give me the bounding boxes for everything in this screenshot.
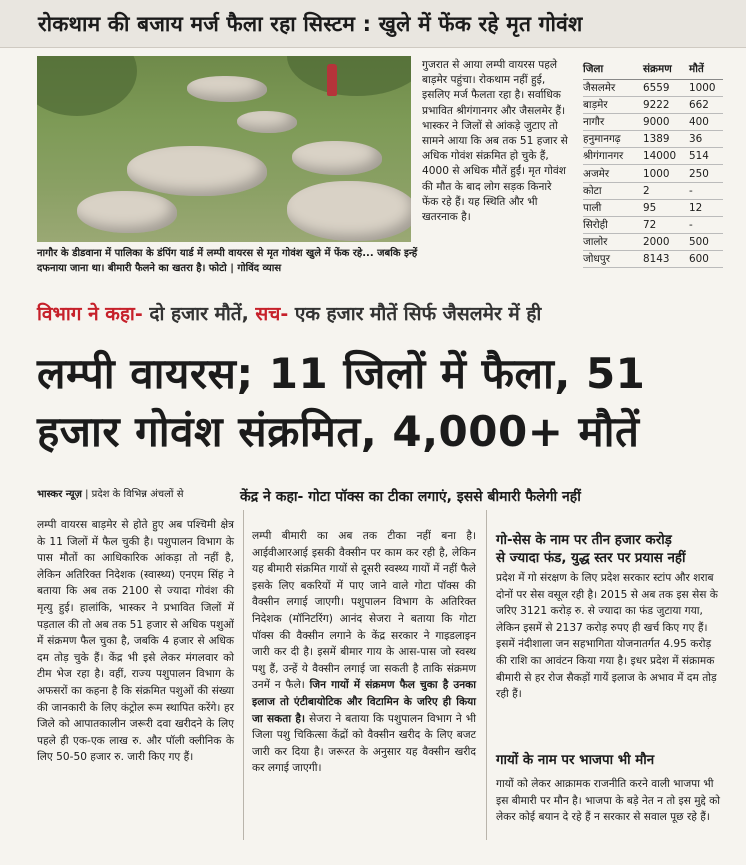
table-cell: अजमेर (583, 167, 610, 180)
table-row (583, 234, 723, 251)
table-cell: 514 (689, 150, 709, 163)
byline-source: भास्कर न्यूज़ (37, 489, 82, 500)
article-text: सेजरा ने बताया कि पशुपालन विभाग ने भी जिला पशु चिकित्सा केंद्रों को वैक्सीन खरीद के लिए बजट जारी कर दिया है। जरूरत के अनुसार यह वैक्सीन खरीद कर लगाई जाएगी। (252, 712, 476, 775)
table-cell: पाली (583, 201, 602, 214)
side-story: गुजरात से आया लम्पी वायरस पहले बाड़मेर पहुंचा। रोकथाम नहीं हुई, इसलिए मर्ज फैलता रहा है। सर्वाधिक प्रभावित श्रीगंगानगर और जैसलमेर हैं। भास्कर ने जिलों से आंकड़े जुटाए तो सामने आया कि अब तक 51 हजार से अधिक गोवंश संक्रमित हो चुके हैं, 4000 से अधिक मौतें हुईं। मृत गोवंश की मौत के बाद लोग सड़क किनारे फेंक रहे हैं। यह स्थिति और भी खतरनाक है। (422, 59, 568, 224)
district-table (583, 60, 723, 268)
top-headline-bar (0, 0, 746, 48)
column-divider (243, 510, 244, 840)
table-header: मौतें (689, 63, 704, 75)
table-cell: 12 (689, 201, 703, 214)
table-cell: - (689, 184, 693, 197)
table-cell: 9000 (643, 116, 670, 129)
table-cell: बाड़मेर (583, 99, 608, 112)
photo-caption: नागौर के डीडवाना में पालिका के डंपिंग यार्ड में लम्पी वायरस से मृत गोवंश खुले में फेंक रहे... जबकि इन्हें दफनाया जाना था। बीमारी फैलने का खतरा है। फोटो | गोविंद व्यास (37, 248, 418, 274)
table-row (583, 183, 723, 200)
article-text: लम्पी बीमारी का अब तक टीका नहीं बना है। आईवीआरआई इसकी वैक्सीन पर काम कर रही है, लेकिन यह बीमारी संक्रमित गायों से दूसरी स्वस्थ्य गायों में नहीं फैले इसके लिए बकरियों में पाए जाने वाले गोटा पॉक्स की वैक्सीन लगाई जाएगी। पशुपालन विभाग के अतिरिक्त निदेशक (मॉनिटरिंग) आनंद सेजरा ने बताया कि गोटा पॉक्स की वैक्सीन लगाने के केंद्र सरकार ने गाइडलाइन जारी कर दी है। इसमें बीमार गाय के आस-पास जो स्वस्थ पशु हैं, उन्हें ये वैक्सीन लगाई जा सकती है ताकि संक्रमण उनमें न फैले। (252, 530, 476, 692)
table-cell: 1000 (643, 167, 670, 180)
table-cell: जालोर (583, 235, 608, 248)
table-row (583, 97, 723, 114)
section-text: प्रदेश में गो संरक्षण के लिए प्रदेश सरकार स्टांप और शराब दोनों पर सेस वसूल रही है। 2015 से अब तक इस सेस के जरिए 3121 करोड़ रु. से ज्यादा का फंड जुटाया गया, लेकिन इसमें से 2137 करोड़ रुपए ही खर्च किए गए हैं। इसमें नंदीशाला जन सहभागिता योजनातर्गत 4.95 करोड़ की राशि का आवंटन किया गया है। इधर प्रदेश में संक्रामक बीमारी से हर रोज सैकड़ों गायें इलाज के अभाव में दम तोड़ रही हैं। (496, 572, 718, 701)
table-row (583, 148, 723, 165)
table-cell: 2000 (643, 235, 670, 248)
table-cell: श्रीगंगानगर (583, 150, 624, 163)
table-header: संक्रमण (643, 63, 672, 75)
kicker-text-1: दो हजार मौतें, (142, 303, 256, 325)
article-highlight: जिन गायों में संक्रमण फैल चुका है उनका इलाज तो एंटीबायोटिक और विटामिन के जरिए ही किया जा सकता है। (252, 679, 476, 725)
main-headline-line2: हजार गोवंश संक्रमित, 4,000+ मौतें (37, 407, 640, 456)
kicker (37, 300, 541, 326)
column-divider (486, 510, 487, 840)
article-column-1: लम्पी वायरस बाड़मेर से होते हुए अब पश्चिमी क्षेत्र के 11 जिलों में फैल चुकी है। पशुपालन विभाग के पास मौतों का आधिकारिक आंकड़ा तो नहीं है, लेकिन अतिरिक्त निदेशक (स्वास्थ्य) एनएम सिंह ने बताया कि अब तक 2100 से ज्यादा गोवंश की मृत्यु हुई। हालांकि, भास्कर ने प्रभावित जिलों में पड़ताल की तो अब तक 51 हजार से अधिक पशुओं में संक्रमण फैल चुका है, जबकि 4 हजार से अधिक दम तोड़ चुके हैं। केंद्र भी इसे लेकर मंगलवार को टीम भेज रहा है। वहीं, राज्य पशुपालन विभाग के अफसरों का कहना है कि संक्रमित पशुओं की संख्या की जानकारी के लिए कंट्रोल रूम स्थापित करेंगे। हर जिले को आपातकालीन जरूरी दवा खरीदने के लिए पहले ही एक-एक लाख रु. और पॉली क्लीनिक के लिए 50-50 हजार रु. जारी किए गए हैं। (37, 519, 234, 764)
table-cell: कोटा (583, 184, 602, 197)
section-heading-line2: से ज्यादा फंड, युद्ध स्तर पर प्रयास नहीं (496, 551, 686, 566)
table-row (583, 200, 723, 217)
main-headline (37, 345, 727, 461)
table-cell: जोधपुर (583, 252, 610, 265)
table-cell: 1000 (689, 82, 716, 95)
table-cell: 36 (689, 133, 703, 146)
table-row (583, 114, 723, 131)
byline (37, 486, 183, 500)
top-headline: रोकथाम की बजाय मर्ज फैला रहा सिस्टम : खुले में फेंक रहे मृत गोवंश (38, 12, 583, 36)
table-cell: 1389 (643, 133, 670, 146)
table-cell: हनुमानगढ़ (583, 133, 621, 146)
table-cell: 2 (643, 184, 650, 197)
section-text-2: गायों को लेकर आक्रामक राजनीति करने वाली भाजपा भी इस बीमारी पर मौन है। भाजपा के बड़े नेत न तो इस मुद्दे को लेकर कोई बयान दे रहे हैं न सरकार से सवाल पूछ रहे हैं। (496, 778, 720, 824)
kicker-label-2: सच- (255, 303, 289, 325)
table-cell: 400 (689, 116, 709, 129)
section-heading (496, 532, 686, 568)
table-header-row (583, 60, 723, 80)
table-cell: 600 (689, 252, 709, 265)
table-cell: 6559 (643, 82, 670, 95)
table-cell: 72 (643, 218, 657, 231)
kicker-text-2: एक हजार मौतें सिर्फ जैसलमेर में ही (288, 303, 542, 325)
table-cell: 8143 (643, 252, 670, 265)
table-cell: - (689, 218, 693, 231)
main-headline-line1: लम्पी वायरस; 11 जिलों में फैला, 51 (37, 349, 646, 398)
table-cell: नागौर (583, 116, 605, 129)
table-cell: सिरोही (583, 218, 608, 231)
kicker-label-1: विभाग ने कहा- (37, 303, 143, 325)
byline-place: | प्रदेश के विभिन्न अंचलों से (81, 489, 184, 500)
table-row (583, 165, 723, 182)
table-cell: 14000 (643, 150, 677, 163)
table-row (583, 251, 723, 268)
table-row (583, 217, 723, 234)
table-header: जिला (583, 63, 604, 75)
news-photo (37, 56, 411, 242)
section-heading-2: गायों के नाम पर भाजपा भी मौन (496, 753, 655, 768)
table-cell: 9222 (643, 99, 670, 112)
table-cell: 95 (643, 201, 657, 214)
table-cell: 500 (689, 235, 709, 248)
section-heading-line1: गो-सेस के नाम पर तीन हजार करोड़ (496, 533, 672, 548)
table-cell: 250 (689, 167, 709, 180)
table-cell: 662 (689, 99, 709, 112)
table-row (583, 131, 723, 148)
article-column-2 (252, 528, 476, 777)
table-row (583, 80, 723, 97)
table-cell: जैसलमेर (583, 82, 616, 95)
subhead: केंद्र ने कहा- गोटा पॉक्स का टीका लगाएं, इससे बीमारी फैलेगी नहीं (240, 489, 581, 505)
